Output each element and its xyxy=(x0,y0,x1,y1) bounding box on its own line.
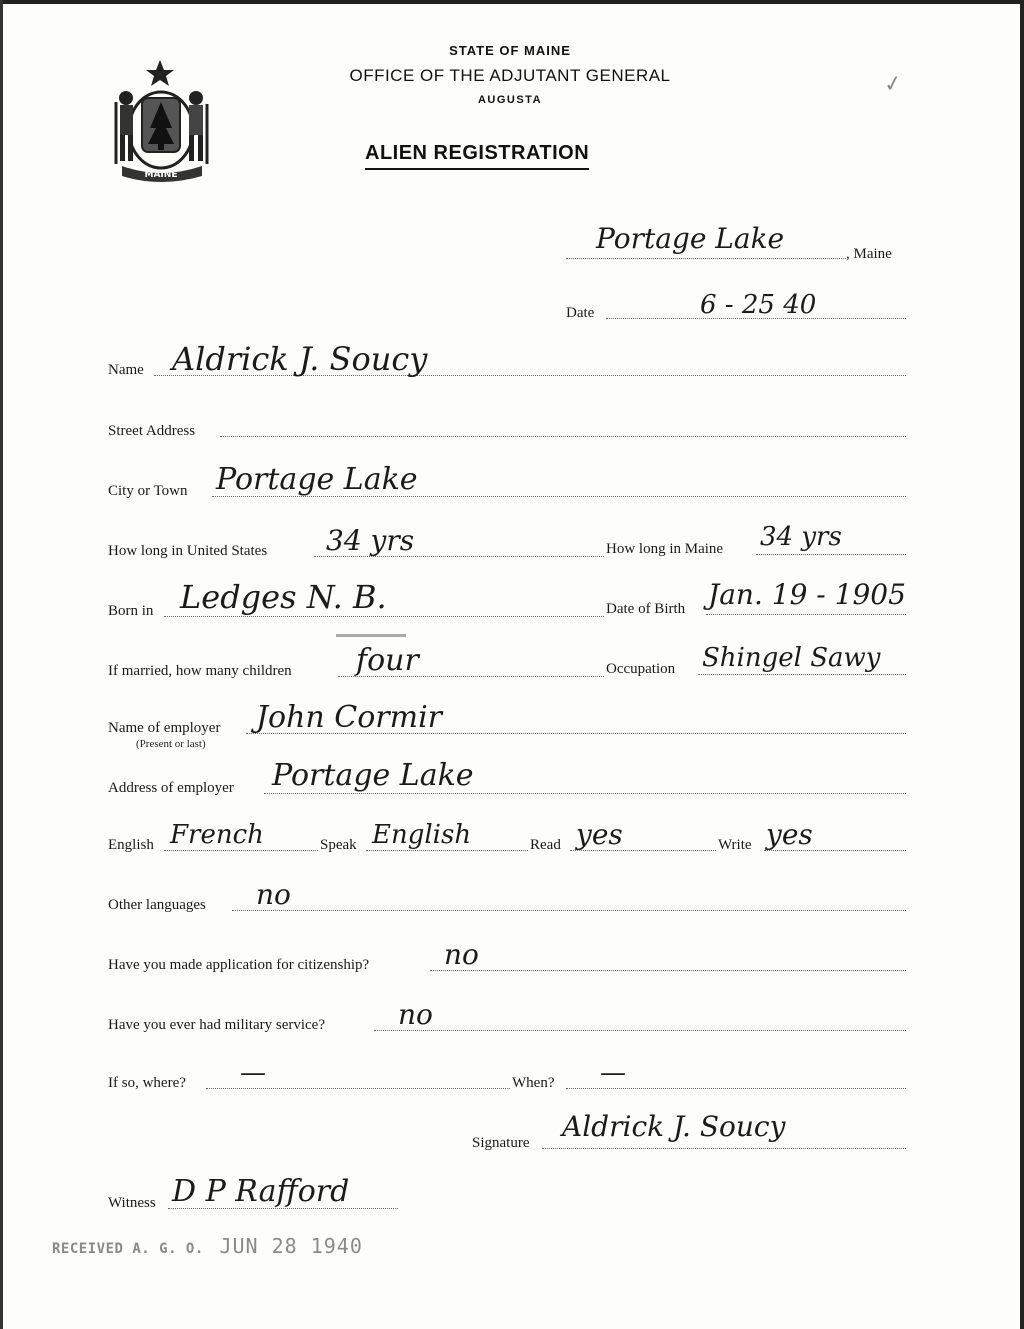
born-in-underline-mark xyxy=(336,634,406,637)
speak-label: Speak xyxy=(320,837,357,853)
when-label: When? xyxy=(512,1075,555,1091)
military-value: no xyxy=(398,998,433,1031)
english-value: French xyxy=(170,820,264,850)
children-label: If married, how many children xyxy=(108,663,292,679)
write-label: Write xyxy=(718,837,752,853)
how-long-maine-value: 34 yrs xyxy=(760,522,842,552)
how-long-maine-label: How long in Maine xyxy=(606,541,724,557)
speak-value: English xyxy=(372,820,472,850)
born-in-label: Born in xyxy=(108,603,154,619)
received-stamp-label: RECEIVED A. G. O. xyxy=(52,1241,204,1257)
english-label: English xyxy=(108,837,154,853)
city-value: Portage Lake xyxy=(216,462,418,497)
signature-value: Aldrick J. Soucy xyxy=(562,1110,786,1143)
maine-state-seal xyxy=(108,58,216,182)
scan-border-left xyxy=(0,0,3,1329)
header-state: STATE OF MAINE xyxy=(449,43,571,58)
employer-address-label: Address of employer xyxy=(108,780,234,796)
signature-label: Signature xyxy=(472,1135,530,1151)
other-languages-value: no xyxy=(256,878,291,911)
signature-dotted-line xyxy=(542,1148,906,1149)
witness-label: Witness xyxy=(108,1195,156,1211)
where-dotted-line xyxy=(206,1088,510,1089)
employer-address-value: Portage Lake xyxy=(272,758,474,793)
employer-value: John Cormir xyxy=(256,700,443,735)
military-label: Have you ever had military service? xyxy=(108,1017,325,1033)
employer-address-dotted-line xyxy=(264,793,906,794)
write-value: yes xyxy=(766,818,813,851)
born-in-value: Ledges N. B. xyxy=(180,578,387,616)
read-value: yes xyxy=(576,818,623,851)
how-long-us-label: How long in United States xyxy=(108,543,268,559)
street-address-dotted-line xyxy=(220,436,906,437)
where-value: — xyxy=(240,1058,266,1088)
street-address-label: Street Address xyxy=(108,423,196,439)
name-label: Name xyxy=(108,362,144,378)
date-label: Date xyxy=(566,305,595,321)
where-label: If so, where? xyxy=(108,1075,186,1091)
name-value: Aldrick J. Soucy xyxy=(172,340,428,378)
occupation-value: Shingel Sawy xyxy=(702,643,881,673)
witness-value: D P Rafford xyxy=(172,1174,350,1209)
place-suffix-label: , Maine xyxy=(846,246,892,262)
other-languages-label: Other languages xyxy=(108,897,206,913)
date-value: 6 - 25 40 xyxy=(700,290,817,320)
header-office: OFFICE OF THE ADJUTANT GENERAL xyxy=(349,66,671,85)
date-of-birth-value: Jan. 19 - 1905 xyxy=(708,578,906,611)
place-value: Portage Lake xyxy=(596,222,785,255)
citizenship-value: no xyxy=(444,938,479,971)
employer-label: Name of employer xyxy=(108,720,221,736)
city-label: City or Town xyxy=(108,483,188,499)
when-value: — xyxy=(600,1058,626,1088)
born-in-dotted-line xyxy=(164,616,604,617)
how-long-maine-dotted-line xyxy=(756,554,906,555)
scan-border-right xyxy=(1020,0,1024,1329)
children-value: four xyxy=(356,643,419,678)
place-dotted-line xyxy=(566,258,846,259)
how-long-us-value: 34 yrs xyxy=(326,524,415,557)
date-of-birth-label: Date of Birth xyxy=(606,601,686,617)
citizenship-dotted-line xyxy=(430,970,906,971)
received-stamp-date: JUN 28 1940 xyxy=(219,1234,363,1258)
scan-border-top xyxy=(0,0,1024,4)
when-dotted-line xyxy=(566,1088,906,1089)
read-label: Read xyxy=(530,837,561,853)
speak-dotted-line xyxy=(366,850,528,851)
occupation-dotted-line xyxy=(698,674,906,675)
header-city: AUGUSTA xyxy=(477,94,543,106)
citizenship-label: Have you made application for citizenship? xyxy=(108,957,370,973)
other-languages-dotted-line xyxy=(232,910,906,911)
occupation-label: Occupation xyxy=(606,661,676,677)
military-dotted-line xyxy=(374,1030,906,1031)
english-dotted-line xyxy=(164,850,318,851)
date-of-birth-dotted-line xyxy=(706,614,906,615)
seal-banner-text: MAINE xyxy=(144,170,178,180)
received-stamp xyxy=(52,1234,363,1258)
form-title: ALIEN REGISTRATION xyxy=(365,142,589,170)
employer-sublabel: (Present or last) xyxy=(136,738,206,750)
check-mark: ✓ xyxy=(881,70,905,99)
